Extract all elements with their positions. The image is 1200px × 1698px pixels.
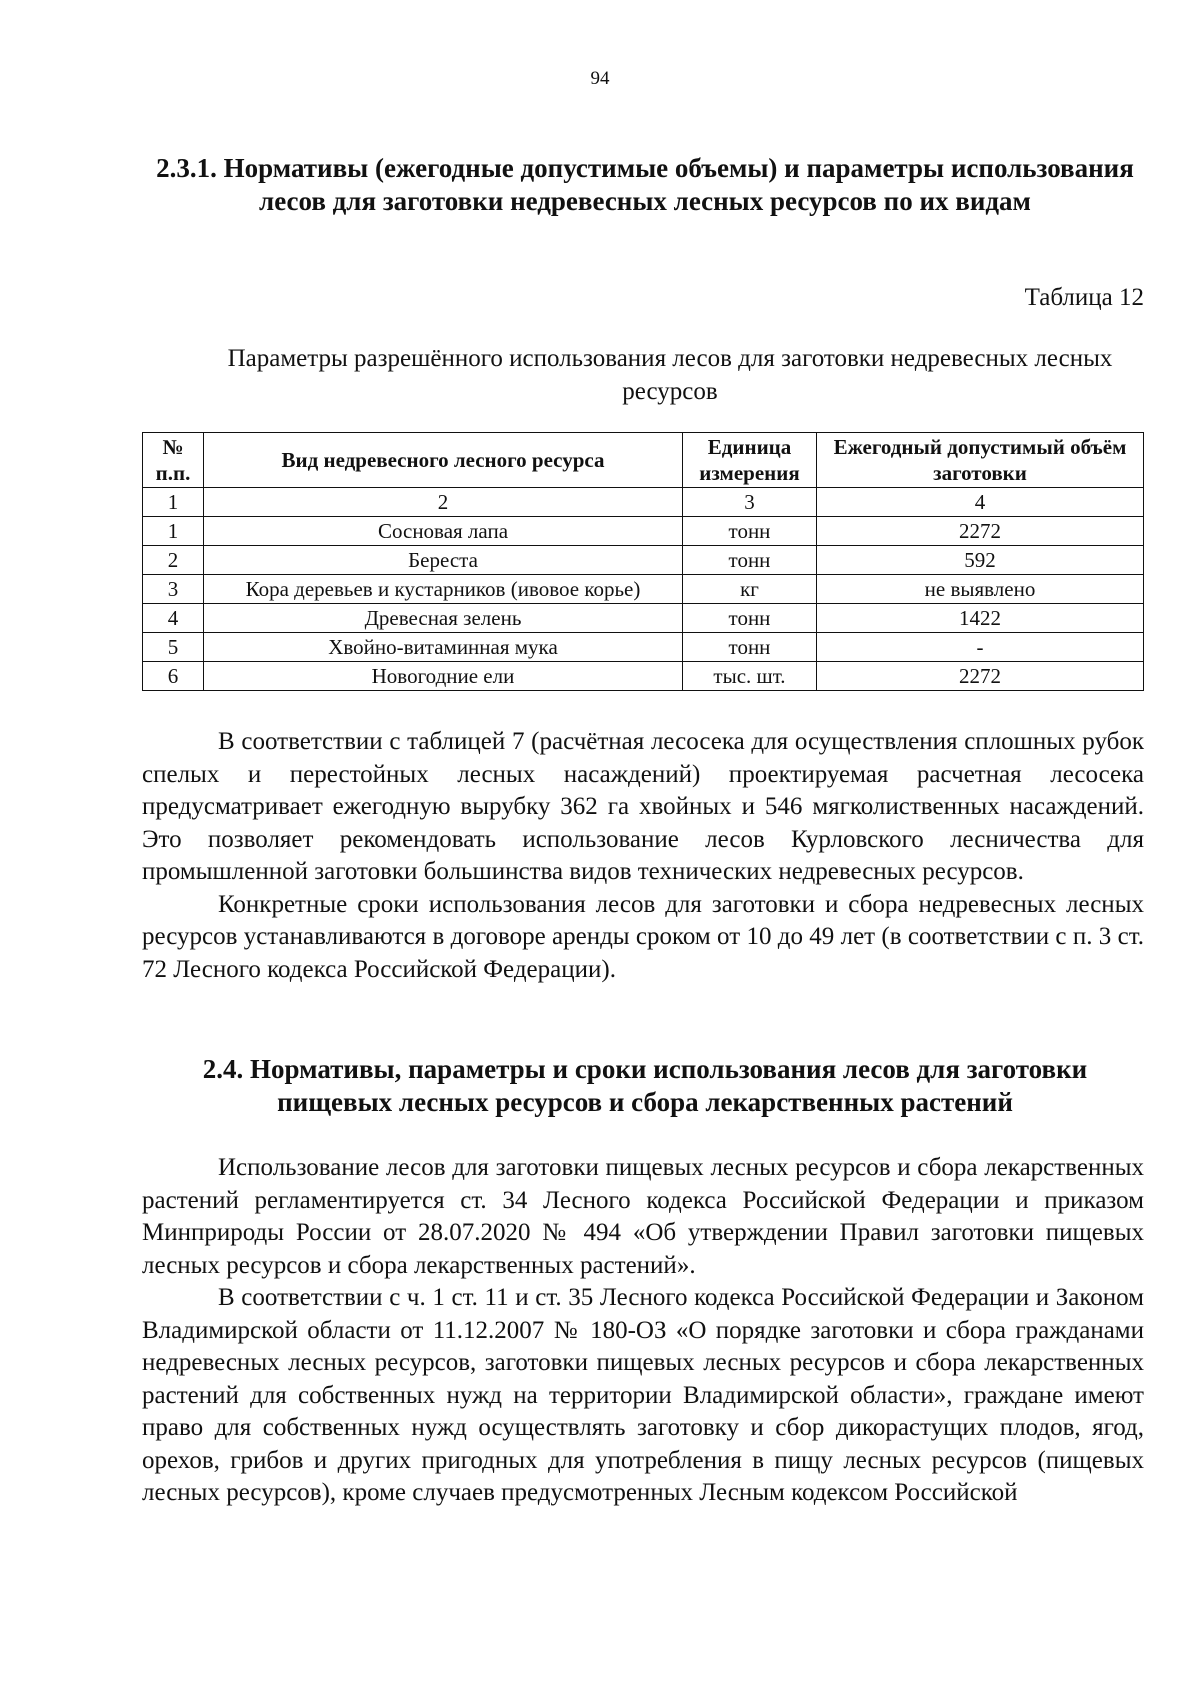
- table-caption: Параметры разрешённого использования лесов для заготовки недревесных лесных ресурсов: [227, 345, 1113, 405]
- page-number: 94: [590, 68, 610, 89]
- row-resource-type: Сосновая лапа: [204, 517, 683, 546]
- paragraph: В соответствии с ч. 1 ст. 11 и ст. 35 Лесного кодекса Российской Федерации и Законом Владимирской области от 11.12.2007 № 180-ОЗ «О порядке заготовки и сбора гражданами недревесных лесных ресурсов, заготовки пищевых лесных ресурсов и сбора лекарственных растений для собственных нужд на территории Владимирской области», граждане имеют право для собственных нужд осуществлять заготовку и сбор дикорастущих плодов, ягод, орехов, грибов и других пригодных для употребления в пищу лесных ресурсов (пищевых лесных ресурсов), кроме случаев предусмотренных Лесным кодексом Российской: [142, 1284, 1144, 1506]
- body-text-block-1: [142, 726, 1144, 986]
- column-index-row: [143, 488, 1144, 517]
- header-unit: Единица измерения: [683, 433, 817, 488]
- table-row: [143, 546, 1144, 575]
- row-unit: тонн: [683, 604, 817, 633]
- table-number-label: Таблица 12: [1024, 284, 1144, 311]
- table-header-row: [143, 433, 1144, 488]
- table-row: [143, 662, 1144, 691]
- row-volume: 2272: [817, 662, 1144, 691]
- row-unit: кг: [683, 575, 817, 604]
- paragraph: В соответствии с таблицей 7 (расчётная лесосека для осуществления сплошных рубок спелых и перестойных лесных насаждений) проектируемая расчетная лесосека предусматривает ежегодную вырубку 362 га хвойных и 546 мягколиственных насаждений. Это позволяет рекомендовать использование лесов Курловского лесничества для промышленной заготовки большинства видов технических недревесных ресурсов.: [142, 728, 1144, 885]
- column-index-cell: 2: [204, 488, 683, 517]
- row-volume: -: [817, 633, 1144, 662]
- paragraph: Конкретные сроки использования лесов для заготовки и сбора недревесных лесных ресурсов устанавливаются в договоре аренды сроком от 10 до 49 лет (в соответствии с п. 3 ст. 72 Лесного кодекса Российской Федерации).: [142, 890, 1144, 983]
- table-row: [143, 575, 1144, 604]
- header-num: № п.п.: [143, 433, 204, 488]
- section-title-2-4: 2.4. Нормативы, параметры и сроки использования лесов для заготовки пищевых лесных ресурсов и сбора лекарственных растений: [202, 1054, 1088, 1117]
- column-index-cell: 1: [143, 488, 204, 517]
- row-num: 2: [143, 546, 204, 575]
- row-num: 4: [143, 604, 204, 633]
- row-resource-type: Хвойно-витаминная мука: [204, 633, 683, 662]
- table-row: [143, 517, 1144, 546]
- row-volume: 592: [817, 546, 1144, 575]
- header-annual-volume: Ежегодный допустимый объём заготовки: [817, 433, 1144, 488]
- row-volume: не выявлено: [817, 575, 1144, 604]
- section-title-2-3-1: 2.3.1. Нормативы (ежегодные допустимые объемы) и параметры использования лесов для заготовки недревесных лесных ресурсов по их видам: [156, 153, 1134, 216]
- column-index-cell: 3: [683, 488, 817, 517]
- row-num: 1: [143, 517, 204, 546]
- paragraph: Использование лесов для заготовки пищевых лесных ресурсов и сбора лекарственных растений регламентируется ст. 34 Лесного кодекса Российской Федерации и приказом Минприроды России от 28.07.2020 № 494 «Об утверждении Правил заготовки пищевых лесных ресурсов и сбора лекарственных растений».: [142, 1154, 1144, 1279]
- row-num: 3: [143, 575, 204, 604]
- row-resource-type: Новогодние ели: [204, 662, 683, 691]
- row-unit: тонн: [683, 546, 817, 575]
- row-num: 5: [143, 633, 204, 662]
- resources-table: [142, 432, 1144, 691]
- row-resource-type: Береста: [204, 546, 683, 575]
- table-row: [143, 604, 1144, 633]
- row-volume: 1422: [817, 604, 1144, 633]
- column-index-cell: 4: [817, 488, 1144, 517]
- row-resource-type: Древесная зелень: [204, 604, 683, 633]
- header-resource-type: Вид недревесного лесного ресурса: [204, 433, 683, 488]
- row-resource-type: Кора деревьев и кустарников (ивовое корье): [204, 575, 683, 604]
- row-num: 6: [143, 662, 204, 691]
- row-unit: тыс. шт.: [683, 662, 817, 691]
- row-unit: тонн: [683, 517, 817, 546]
- table-row: [143, 633, 1144, 662]
- row-volume: 2272: [817, 517, 1144, 546]
- body-text-block-2: [142, 1152, 1144, 1510]
- row-unit: тонн: [683, 633, 817, 662]
